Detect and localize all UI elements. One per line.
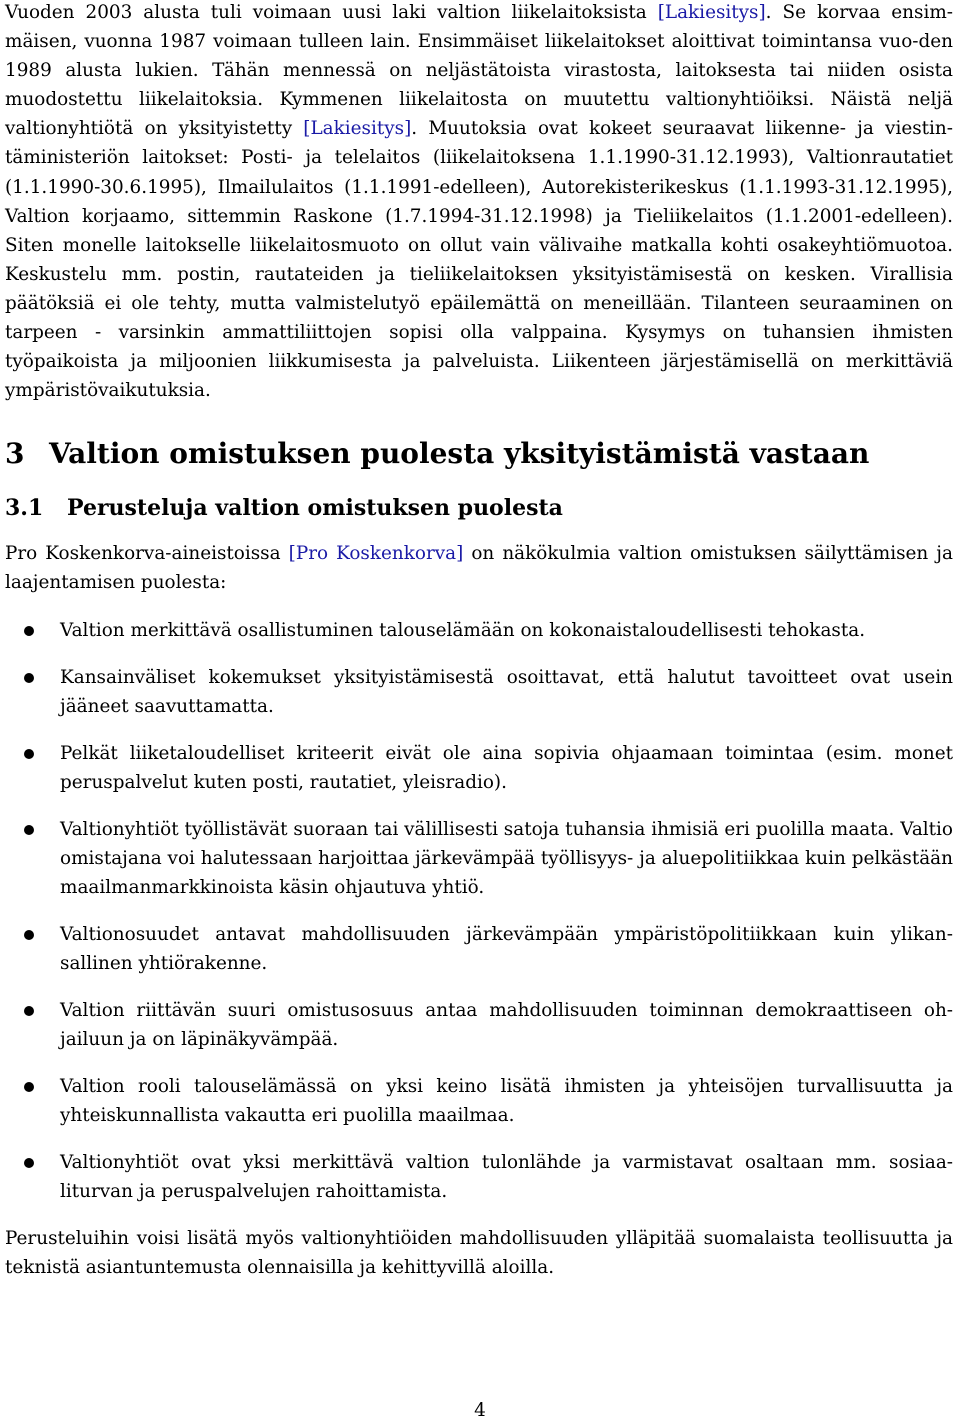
bullet-icon — [24, 1006, 34, 1016]
citation-pro-koskenkorva[interactable]: [Pro Koskenkorva] — [288, 543, 464, 564]
citation-lakiesitys[interactable]: [Lakiesitys] — [657, 2, 766, 23]
list-item: Pelkät liiketaloudelliset kriteerit eivät ole aina sopivia ohjaamaan toimintaa (esim. monet peruspalvelut kuten posti, rautatiet, yleisradio). — [60, 743, 953, 794]
citation-lakiesitys[interactable]: [Lakiesitys] — [303, 118, 412, 140]
section-heading — [5, 434, 869, 474]
lead-paragraph — [5, 539, 953, 597]
bullet-icon — [24, 1158, 34, 1168]
bullet-icon — [24, 749, 34, 759]
bullet-icon — [24, 673, 34, 683]
list-item: Valtionyhtiöt työllistävät suoraan tai välillisesti satoja tuhansia ihmisiä eri puolilla maata. Valtio omistajana voi halutessaan harjoittaa järkevämpää työllisyys- ja aluepolitiikkaa kuin pelkästään maailmanmarkkinoista käsin ohjautuva yhtiö. — [60, 819, 954, 899]
lead-text-before: Pro Koskenkorva-aineistoissa — [5, 543, 281, 564]
list-item: Valtion rooli talouselämässä on yksi keino lisätä ihmisten ja yhteisöjen turvallisuutta ja yhteiskunnallista vakautta eri puolilla maailmaa. — [60, 1076, 953, 1127]
intro-text-1: Vuoden 2003 alusta tuli voimaan uusi laki valtion liikelaitoksista — [5, 2, 647, 23]
bullet-icon — [24, 1082, 34, 1092]
intro-text-2: . Se korvaa ensim-mäisen, vuonna 1987 voimaan tulleen lain. Ensimmäiset liikelaitokset aloittivat toimintansa vuo-den 1989 alusta lukien. Tähän mennessä on neljästätoista virastosta, laitoksesta tai niiden osista muodostettu liikelaitoksia. Kymmenen liikelaitosta on muutettu valtionyhtiöiksi. Näistä neljä valtionyhtiötä on yksityistetty — [5, 2, 953, 140]
section-title: Valtion omistuksen puolesta yksityistämistä vastaan — [49, 437, 870, 470]
list-item: Kansainväliset kokemukset yksityistämisestä osoittavat, että halutut tavoitteet ovat usein jääneet saavuttamatta. — [60, 667, 953, 718]
intro-paragraph — [5, 0, 953, 405]
lead-text-after: on näkökulmia valtion omistuksen säilyttämisen ja laajentamisen puolesta: — [5, 543, 953, 594]
closing-paragraph: Perusteluihin voisi lisätä myös valtionyhtiöiden mahdollisuuden ylläpitää suomalaista teollisuutta ja teknistä asiantuntemusta olennaisilla ja kehittyvillä aloilla. — [5, 1228, 953, 1279]
subsection-heading — [5, 491, 563, 525]
intro-text-3: . Muutoksia ovat kokeet seuraavat liikenne- ja viestin-täministeriön laitokset: Posti- ja telelaitos (liikelaitoksena 1.1.1990-31.12.1993), Valtionrautatiet (1.1.1990-30.6.1995), Ilmailulaitos (1.1.1991-edelleen), Autorekisterikeskus (1.1.1993-31.12.1995), Valtion korjaamo, sittemmin Raskone (1.7.1994-31.12.1998) ja Tieliikelaitos (1.1.2001-edelleen). Siten monelle laitokselle liikelaitosmuoto on ollut vain välivaihe matkalla kohti osakeyhtiömuotoa. Keskustelu mm. postin, rautateiden ja tieliikelaitoksen yksityistämisestä on kesken. Virallisia päätöksiä ei ole tehty, mutta valmistelutyö epäilemättä on meneillään. Tilanteen seuraaminen on tarpeen - varsinkin ammattiliittojen sopisi olla valppaina. Kysymys on tuhansien ihmisten työpaikoista ja miljoonien liikkumisesta ja palveluista. Liikenteen järjestämisellä on merkittäviä ympäristövaikutuksia. — [5, 118, 953, 402]
bullet-icon — [24, 825, 34, 835]
bullet-icon — [24, 930, 34, 940]
section-number: 3 — [5, 437, 25, 470]
subsection-number: 3.1 — [5, 495, 44, 521]
page-number: 4 — [474, 1400, 486, 1421]
subsection-title: Perusteluja valtion omistuksen puolesta — [67, 495, 563, 521]
list-item: Valtionyhtiöt ovat yksi merkittävä valtion tulonlähde ja varmistavat osaltaan mm. sosiaa-liturvan ja peruspalvelujen rahoittamista. — [60, 1152, 953, 1203]
list-item: Valtion riittävän suuri omistusosuus antaa mahdollisuuden toiminnan demokraattiseen oh-jailuun ja on läpinäkyvämpää. — [60, 1000, 953, 1051]
list-item: Valtionosuudet antavat mahdollisuuden järkevämpään ympäristöpolitiikkaan kuin ylikan-sallinen yhtiörakenne. — [60, 924, 953, 975]
bullet-icon — [24, 626, 34, 636]
list-item: Valtion merkittävä osallistuminen talouselämään on kokonaistaloudellisesti tehokasta. — [60, 620, 866, 641]
